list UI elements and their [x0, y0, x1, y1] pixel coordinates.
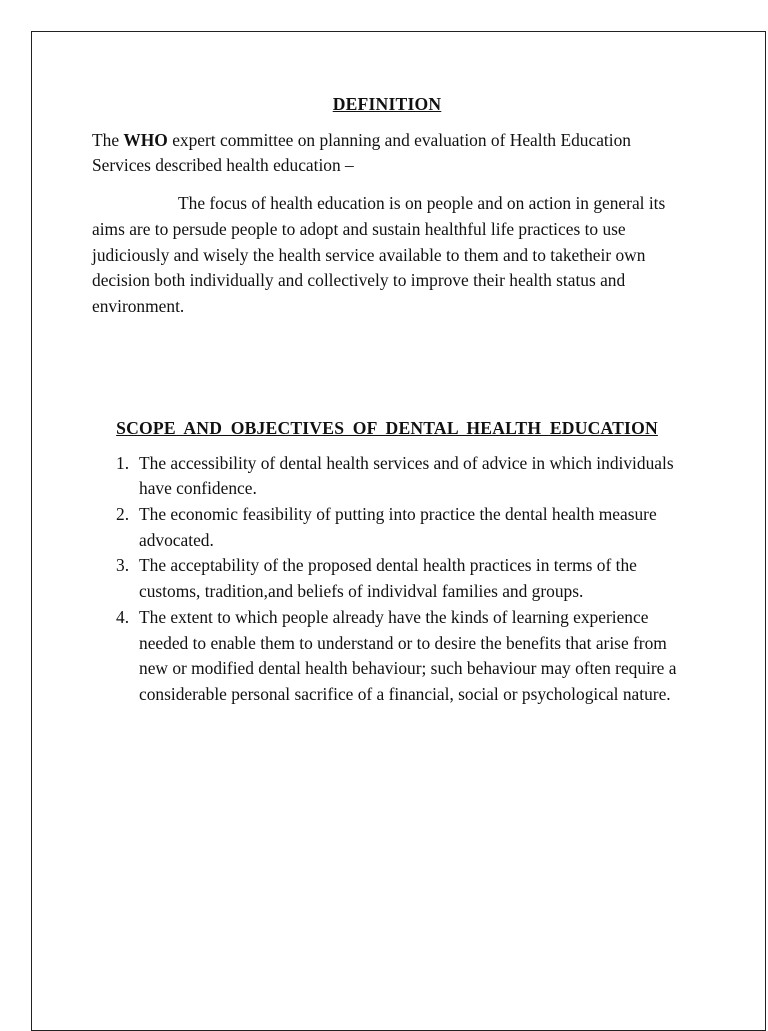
list-item-number: 1.: [116, 452, 130, 473]
definition-quote: The focus of health education is on people and on action in general its aims are to persude people to adopt and sustain healthful life practices to use judiciously and wisely the health service available to them and to taketheir own decision both individually and collectively to improve their health status and environment.: [92, 193, 666, 316]
list-item: [92, 451, 682, 502]
definition-heading: DEFINITION: [332, 94, 442, 114]
list-item-text: The economic feasibility of putting into practice the dental health measure advocated.: [139, 504, 657, 550]
definition-intro: [92, 128, 682, 179]
document-page: [92, 92, 682, 708]
list-item: [92, 502, 682, 553]
intro-prefix: The: [92, 129, 124, 150]
scope-heading: SCOPE AND OBJECTIVES OF DENTAL HEALTH EDUCATION: [116, 417, 658, 438]
list-item-text: The acceptability of the proposed dental health practices in terms of the customs, tradition,and beliefs of individval families and groups.: [139, 555, 637, 602]
list-item-text: The accessibility of dental health services and of advice in which individuals have confidence.: [139, 452, 674, 499]
list-item-number: 3.: [116, 555, 130, 576]
objectives-list: [92, 451, 682, 708]
intro-text: expert committee on planning and evaluation of Health Education Services described health education –: [92, 129, 631, 176]
list-item-number: 4.: [116, 606, 130, 627]
list-item: [92, 605, 682, 708]
list-item: [92, 553, 682, 604]
list-item-text: The extent to which people already have the kinds of learning experience needed to enable them to understand or to desire the benefits that arise from new or modified dental health behaviour; such behaviour may often require a considerable personal sacrifice of a financial, social or psychological nature.: [139, 606, 677, 704]
who-text: WHO: [123, 129, 168, 150]
list-item-number: 2.: [116, 504, 130, 525]
